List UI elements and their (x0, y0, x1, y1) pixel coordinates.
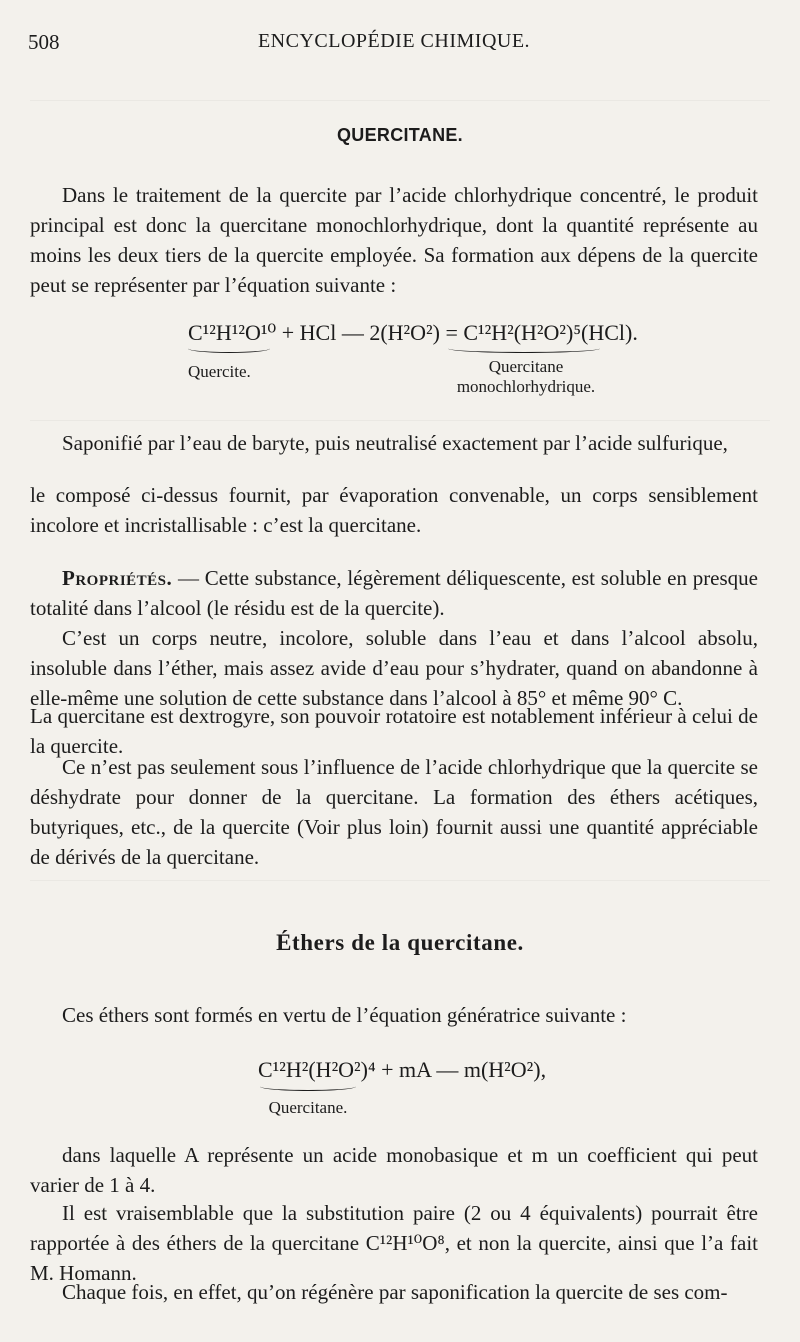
page-header (28, 30, 760, 56)
equation-label: Quercite. (188, 362, 251, 381)
equation-label: Quercitane. (268, 1098, 348, 1117)
properties-text: — Cette substance, légèrement déliquescente, est soluble en presque totalité dans l’alcool (le résidu est de la quercite). (30, 566, 758, 620)
equation-label: Quercitane (488, 357, 564, 376)
equation-formula: C¹²H¹²O¹⁰ + HCl — 2(H²O²) = C¹²H²(H²O²)⁵(HCl). (188, 320, 638, 345)
underbrace (448, 344, 600, 353)
paragraph: Il est vraisemblable que la substitution paire (2 ou 4 équivalents) pourrait être rapportée à des éthers de la quercitane C¹²H¹⁰O⁸, et non la quercite, ainsi que l’a fait M. Homann. (30, 1201, 758, 1285)
paragraph: le composé ci-dessus fournit, par évaporation convenable, un corps sensiblement incolore et incristallisable : c’est la quercitane. (30, 483, 758, 537)
running-head: ENCYCLOPÉDIE CHIMIQUE. (257, 30, 531, 52)
paragraph: Chaque fois, en effet, qu’on régénère par saponification la quercite de ses com- (62, 1280, 728, 1304)
bleed-through (30, 100, 770, 101)
page-number: 508 (28, 30, 60, 54)
paragraph: Ces éthers sont formés en vertu de l’équation génératrice suivante : (62, 1003, 627, 1027)
underbrace (260, 1082, 356, 1091)
equation-formula: C¹²H²(H²O²)⁴ + mA — m(H²O²), (258, 1057, 547, 1082)
paragraph: Saponifié par l’eau de baryte, puis neutralisé exactement par l’acide sulfurique, (62, 431, 728, 455)
paragraph: La quercitane est dextrogyre, son pouvoir rotatoire est notablement inférieur à celui de la quercite. (30, 704, 758, 758)
underbrace (188, 344, 270, 353)
paragraph: Ce n’est pas seulement sous l’influence de l’acide chlorhydrique que la quercite se déshydrate pour donner de la quercitane. La formation des éthers acétiques, butyriques, etc., de la quercite (Voir plus loin) fournit aussi une quantité appréciable de dérivés de la quercitane. (30, 755, 758, 869)
paragraph (30, 563, 758, 623)
paragraph: dans laquelle A représente un acide monobasique et m un coefficient qui peut varier de 1 à 4. (30, 1143, 758, 1197)
properties-label: Propriétés. (62, 566, 173, 590)
paragraph: Dans le traitement de la quercite par l’acide chlorhydrique concentré, le produit principal est donc la quercitane monochlorhydrique, dont la quantité représente au moins les deux tiers de la quercite employée. Sa formation aux dépens de la quercite peut se représenter par l’équation suivante : (30, 183, 758, 297)
paragraph: C’est un corps neutre, incolore, soluble dans l’eau et dans l’alcool absolu, insoluble dans l’éther, mais assez avide d’eau pour s’hydrater, quand on abandonne à elle-même une solution de cette substance dans l’alcool à 85° et même 90° C. (30, 626, 758, 710)
section-title: QUERCITANE. (337, 125, 463, 145)
bleed-through (30, 420, 770, 421)
equation-label: monochlorhydrique. (456, 377, 596, 396)
bleed-through (30, 880, 770, 881)
subheading: Éthers de la quercitane. (276, 930, 524, 955)
